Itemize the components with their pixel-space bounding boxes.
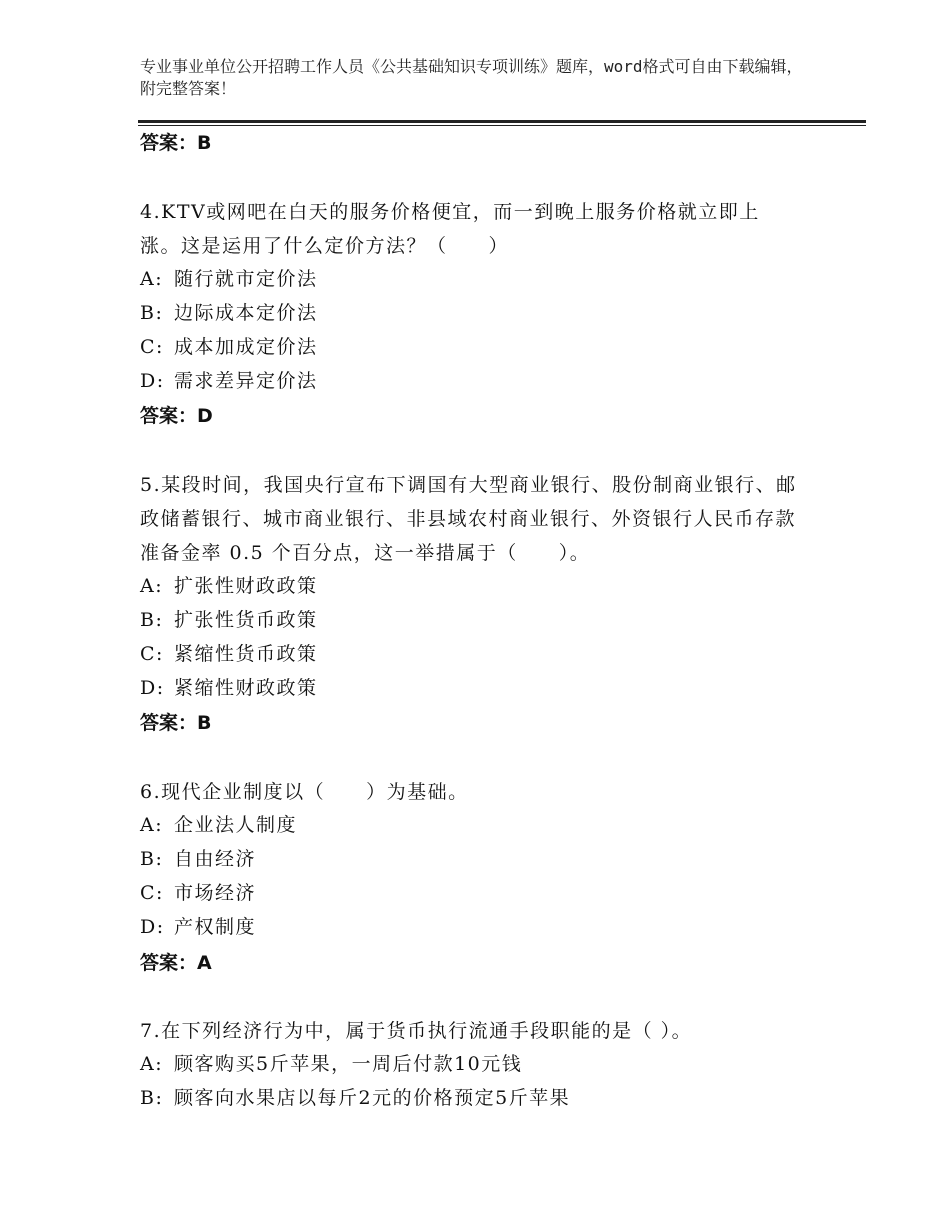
answer-value: B (197, 712, 212, 734)
option-text: 成本加成定价法 (174, 336, 318, 358)
option-text: 需求差异定价法 (174, 370, 318, 392)
option-c (140, 333, 318, 361)
option-key: A: (140, 814, 164, 836)
question-text: 某段时间，我国央行宣布下调国有大型商业银行、股份制商业银行、邮政储蓄银行、城市商业银行、非县域农村商业银行、外资银行人民币存款准备金率 0.5 个百分点，这一举措属于（ ）。 (140, 474, 797, 564)
option-key: A: (140, 1053, 164, 1075)
option-b (140, 606, 318, 634)
question-text: 现代企业制度以（ ）为基础。 (161, 781, 469, 803)
option-text: 紧缩性财政政策 (174, 677, 318, 699)
option-a (140, 265, 318, 293)
option-text: 自由经济 (174, 848, 257, 870)
option-a (140, 811, 297, 839)
option-key: C: (140, 643, 164, 665)
option-text: 顾客购买5斤苹果，一周后付款10元钱 (174, 1053, 523, 1075)
answer-value: B (197, 132, 212, 154)
header-divider-thick (138, 120, 866, 123)
option-key: C: (140, 882, 164, 904)
option-key: D: (140, 916, 165, 938)
answer-line (140, 710, 212, 736)
option-b (140, 1084, 570, 1112)
option-text: 产权制度 (174, 916, 257, 938)
option-key: B: (140, 1087, 164, 1109)
option-text: 顾客向水果店以每斤2元的价格预定5斤苹果 (174, 1087, 571, 1109)
option-a (140, 572, 318, 600)
option-d (140, 913, 256, 941)
option-text: 企业法人制度 (174, 814, 298, 836)
option-d (140, 674, 318, 702)
question-text: 在下列经济行为中，属于货币执行流通手段职能的是（ ）。 (161, 1020, 693, 1042)
answer-line (140, 950, 212, 976)
option-key: C: (140, 336, 164, 358)
option-key: A: (140, 268, 164, 290)
option-a (140, 1050, 522, 1078)
option-text: 随行就市定价法 (174, 268, 318, 290)
answer-line (140, 130, 212, 156)
answer-label: 答案： (140, 405, 198, 427)
answer-label: 答案： (140, 132, 198, 154)
option-key: D: (140, 677, 165, 699)
option-text: 紧缩性货币政策 (174, 643, 318, 665)
option-key: B: (140, 848, 164, 870)
option-key: B: (140, 302, 164, 324)
question-7 (140, 1014, 800, 1048)
option-key: D: (140, 370, 165, 392)
question-number: 6. (140, 781, 162, 803)
answer-value: D (197, 405, 213, 427)
option-text: 扩张性财政政策 (174, 575, 318, 597)
answer-label: 答案： (140, 712, 198, 734)
document-header: 专业事业单位公开招聘工作人员《公共基础知识专项训练》题库，word格式可自由下载编辑，附完整答案！ (140, 57, 803, 98)
question-5 (140, 468, 800, 570)
answer-line (140, 403, 213, 429)
question-number: 4. (140, 201, 162, 223)
question-number: 7. (140, 1020, 162, 1042)
option-key: A: (140, 575, 164, 597)
answer-label: 答案： (140, 952, 198, 974)
option-text: 扩张性货币政策 (174, 609, 318, 631)
question-6 (140, 775, 800, 809)
option-b (140, 845, 256, 873)
question-number: 5. (140, 474, 162, 496)
option-d (140, 367, 318, 395)
answer-value: A (197, 952, 212, 974)
option-b (140, 299, 318, 327)
option-text: 市场经济 (174, 882, 257, 904)
header-divider-thin (138, 125, 866, 126)
option-text: 边际成本定价法 (174, 302, 318, 324)
question-text: KTV或网吧在白天的服务价格便宜，而一到晚上服务价格就立即上涨。这是运用了什么定价方法？（ ） (140, 201, 760, 257)
option-c (140, 640, 318, 668)
question-4 (140, 195, 800, 263)
option-c (140, 879, 256, 907)
option-key: B: (140, 609, 164, 631)
